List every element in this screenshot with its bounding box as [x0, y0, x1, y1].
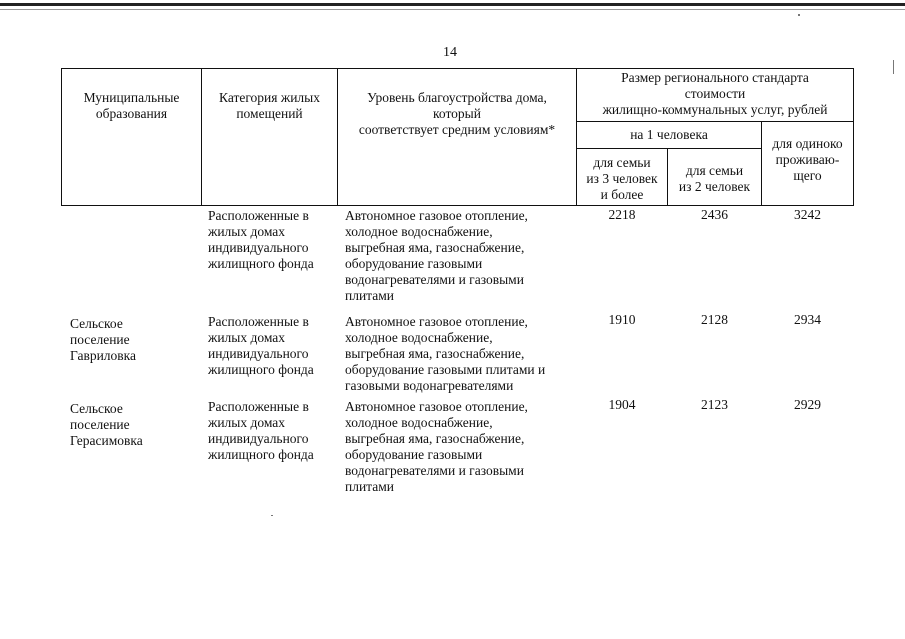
scan-top-border [0, 3, 905, 6]
table-border-left [61, 68, 62, 206]
row-3-category: Расположенные в жилых домах индивидуального жилищного фонда [208, 399, 314, 462]
scan-speck [798, 14, 800, 16]
header-standard: Размер регионального стандарта стоимости жилищно-коммунальных услуг, рублей [602, 70, 828, 117]
table-border-standard-bottom [576, 121, 854, 122]
row-1-family-3: 2218 [608, 207, 636, 222]
row-2-family-2: 2128 [701, 312, 728, 327]
scan-speck [893, 60, 894, 74]
row-2-amenities: Автономное газовое отопление, холодное водоснабжение, выгребная яма, газоснабжение, оборудование газовыми плитами и газовыми водонагревателями [345, 314, 546, 393]
header-municipality: Муниципальные образования [83, 90, 180, 121]
table-border-perperson-bottom [576, 148, 762, 149]
row-1-category: Расположенные в жилых домах индивидуального жилищного фонда [208, 208, 314, 271]
row-1-family-2: 2436 [701, 207, 728, 222]
row-2-category: Расположенные в жилых домах индивидуального жилищного фонда [208, 314, 314, 377]
header-category: Категория жилых помещений [219, 90, 320, 121]
header-per-person: на 1 человека [630, 127, 708, 142]
row-1-amenities: Автономное газовое отопление, холодное водоснабжение, выгребная яма, газоснабжение, оборудование газовыми водонагревателями и газовыми плитами [345, 208, 528, 303]
header-family-3: для семьи из 3 человек и более [586, 155, 658, 202]
table-border-right [853, 68, 854, 206]
table-border-col1 [201, 68, 202, 206]
page-number: 14 [443, 45, 457, 60]
row-3-family-2: 2123 [701, 397, 728, 412]
row-3-single: 2929 [794, 397, 821, 412]
header-family-2: для семьи из 2 человек [678, 163, 751, 194]
table-border-top [61, 68, 854, 69]
row-2-single: 2934 [794, 312, 821, 327]
row-2-municipality: Сельское поселение Гавриловка [70, 316, 137, 363]
scan-speck [271, 515, 273, 516]
row-2-family-3: 1910 [608, 312, 636, 327]
header-amenities: Уровень благоустройства дома, который соответствует средним условиям* [358, 90, 556, 137]
row-3-municipality: Сельское поселение Герасимовка [70, 401, 143, 448]
scan-top-border-thin [0, 9, 905, 10]
row-1-single: 3242 [794, 207, 821, 222]
row-3-family-3: 1904 [608, 397, 636, 412]
table-border-header-bottom [61, 205, 854, 206]
row-3-amenities: Автономное газовое отопление, холодное водоснабжение, выгребная яма, газоснабжение, оборудование газовыми водонагревателями и газовыми плитами [345, 399, 528, 494]
header-single: для одиноко проживаю- щего [772, 136, 843, 183]
